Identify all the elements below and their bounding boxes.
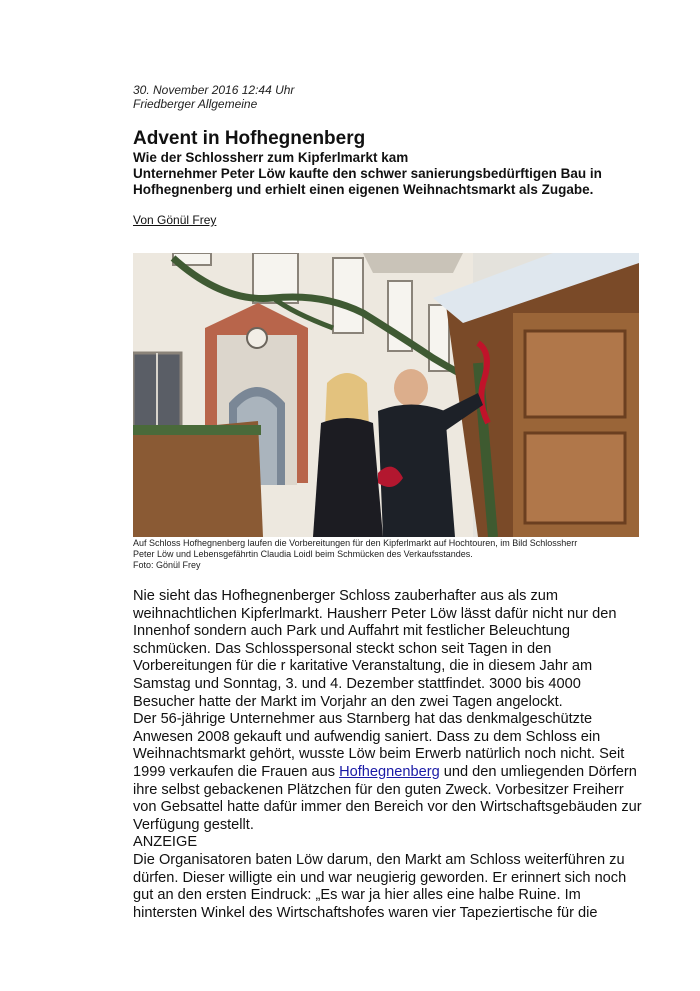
article-lead: Unternehmer Peter Löw kaufte den schwer sanierungsbedürftigen Bau in Hofhegnenberg und erhielt einen eigenen Weihnachtsmarkt als Zugabe. — [133, 166, 602, 198]
caption-line-1: Auf Schloss Hofhegnenberg laufen die Vorbereitungen für den Kipferlmarkt auf Hochtouren, im Bild Schlossherr — [133, 538, 578, 548]
article-title: Advent in Hofhegnenberg — [133, 128, 366, 149]
caption-line-2: Peter Löw und Lebensgefährtin Claudia Loidl beim Schmücken des Verkaufsstandes. — [133, 549, 473, 559]
article-subtitle: Wie der Schlossherr zum Kipferlmarkt kam — [133, 150, 409, 165]
paragraph-2-start: Der 56-jährige Unternehmer aus Starnberg hat das denkmalgeschützte Anwesen 2008 gekauft und aufwendig saniert. Dass zu dem Schloss ein Weihnachtsmarkt gehört, wusste Löw beim Erwerb natürlich noch nicht. Seit 1999 verkaufen die Frauen aus — [133, 711, 625, 780]
body-paragraph-2 — [133, 711, 643, 834]
hofhegnenberg-link[interactable]: Hofhegnenberg — [339, 763, 440, 780]
photo-illustration — [133, 253, 639, 537]
body-paragraph-1: Nie sieht das Hofhegnenberger Schloss zauberhafter aus als zum weihnachtlichen Kipferlmarkt. Hausherr Peter Löw lässt dafür nicht nur den Innenhof sondern auch Park und Auffahrt mit festlicher Beleuchtung schmücken. Das Schlosspersonal steckt schon seit Tagen in den Vorbereitungen für die r karitative Veranstaltung, die in diesem Jahr am Samstag und Sonntag, 3. und 4. Dezember stattfindet. 3000 bis 4000 Besucher hatte der Markt im Vorjahr an den zwei Tagen angelockt. — [133, 588, 617, 710]
article-meta — [133, 83, 294, 111]
article-body — [133, 588, 643, 922]
author-link[interactable]: Von Gönül Frey — [133, 213, 217, 227]
publication-name: Friedberger Allgemeine — [133, 97, 258, 111]
paragraph-2-end: und den umliegenden Dörfern ihre selbst gebackenen Plätzchen für den guten Zweck. Vorbesitzer Freiherr von Gebsattel hatte dafür immer den Bereich vor den Wirtschaftsgebäuden zur Verfügung gestellt. — [133, 763, 642, 833]
photo-caption — [133, 538, 643, 571]
ad-label: ANZEIGE — [133, 834, 198, 851]
publish-date: 30. November 2016 12:44 Uhr — [133, 83, 295, 97]
photo-credit: Foto: Gönül Frey — [133, 560, 201, 570]
article-photo — [133, 253, 639, 537]
body-paragraph-3: Die Organisatoren baten Löw darum, den Markt am Schloss weiterführen zu dürfen. Dieser willigte ein und war neugierig geworden. Er erinnert sich noch gut an den ersten Eindruck: „Es war ja hier alles eine halbe Ruine. Im hintersten Winkel des Wirtschaftshofes waren vier Tapeziertische für die — [133, 851, 627, 921]
